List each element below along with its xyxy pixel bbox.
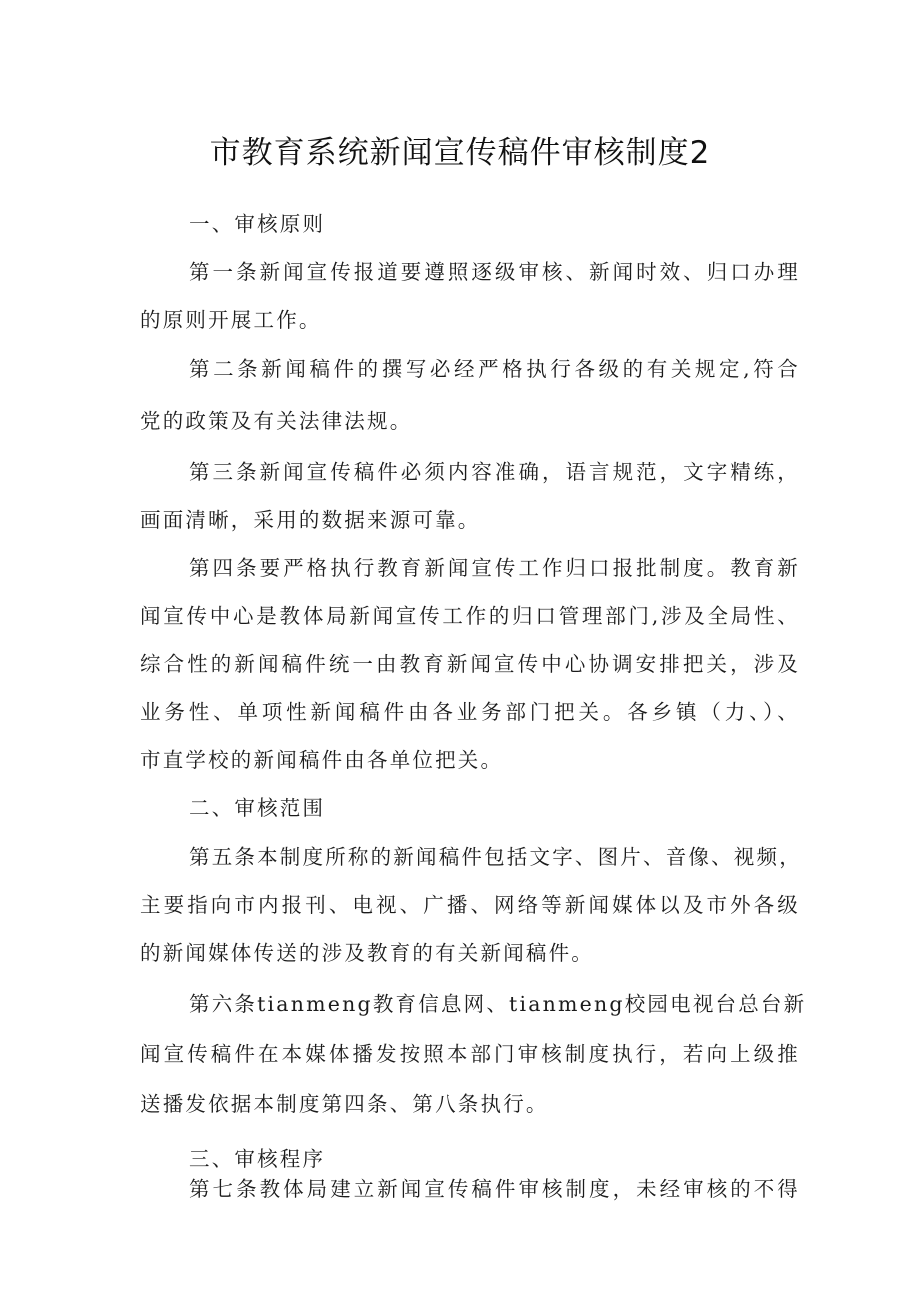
paragraph-line: 第一条新闻宣传报道要遵照逐级审核、新闻时效、归口办理 xyxy=(189,260,800,284)
paragraph-line: 第六条tianmeng教育信息网、tianmeng校园电视台总台新 xyxy=(189,992,807,1016)
paragraph-line: 画面清晰，采用的数据来源可靠。 xyxy=(140,508,481,532)
paragraph-line: 送播发依据本制度第四条、第八条执行。 xyxy=(140,1092,549,1116)
paragraph-line: 业务性、单项性新闻稿件由各业务部门把关。各乡镇（力、）、 xyxy=(140,700,800,724)
paragraph-line: 第五条本制度所称的新闻稿件包括文字、图片、音像、视频， xyxy=(189,845,802,869)
paragraph-line: 主要指向市内报刊、电视、广播、网络等新闻媒体以及市外各级 xyxy=(140,893,800,917)
paragraph-line: 市直学校的新闻稿件由各单位把关。 xyxy=(140,748,504,772)
section-heading-scope: 二、审核范围 xyxy=(189,796,326,820)
paragraph-line: 的原则开展工作。 xyxy=(140,308,322,332)
paragraph-line: 第四条要严格执行教育新闻宣传工作归口报批制度。教育新 xyxy=(189,556,800,580)
paragraph-line: 第二条新闻稿件的撰写必经严格执行各级的有关规定,符合 xyxy=(189,357,800,381)
paragraph-line: 的新闻媒体传送的涉及教育的有关新闻稿件。 xyxy=(140,941,594,965)
paragraph-line: 党的政策及有关法律法规。 xyxy=(140,409,413,433)
section-heading-procedure: 三、审核程序 xyxy=(189,1147,326,1171)
paragraph-line: 闻宣传中心是教体局新闻宣传工作的归口管理部门,涉及全局性、 xyxy=(140,604,800,628)
document-title: 市教育系统新闻宣传稿件审核制度2 xyxy=(209,135,711,171)
paragraph-line: 第三条新闻宣传稿件必须内容准确，语言规范，文字精练， xyxy=(189,460,800,484)
paragraph-line: 综合性的新闻稿件统一由教育新闻宣传中心协调安排把关，涉及 xyxy=(140,652,800,676)
paragraph-line: 闻宣传稿件在本媒体播发按照本部门审核制度执行，若向上级推 xyxy=(140,1042,800,1066)
paragraph-line: 第七条教体局建立新闻宣传稿件审核制度，未经审核的不得 xyxy=(189,1177,800,1201)
section-heading-principles: 一、审核原则 xyxy=(189,212,326,236)
